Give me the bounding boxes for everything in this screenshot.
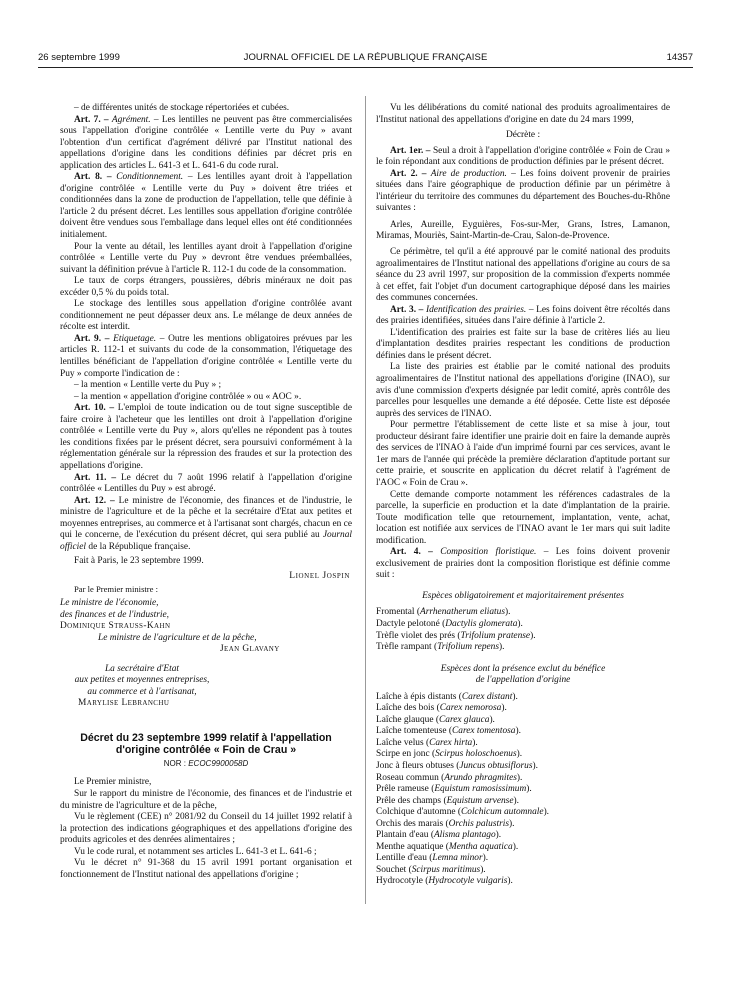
visa: Vu le code rural, et notamment ses articles L. 641-3 et L. 641-6 ; <box>74 846 317 857</box>
species-latin-name: Trifolium pratense <box>460 630 531 641</box>
species-latin-name: Alisma plantago <box>433 830 496 841</box>
species-common-name: Prêle des champs <box>376 795 442 806</box>
article-9-item: – la mention « Lentille verte du Puy » ; <box>74 380 222 391</box>
nor-reference: NOR : ECOC9900058D <box>163 758 249 768</box>
species-common-name: Colchique d'automne <box>376 807 456 818</box>
premier-ministre: Le Premier ministre, <box>74 777 152 788</box>
species-item: Laîche velus (Carex hirta). <box>376 737 478 748</box>
species-latin-name: Colchicum automnale <box>461 807 544 818</box>
species-common-name: Dactyle pelotoné <box>376 618 440 629</box>
paragraph-foreign-matter: Le taux de corps étrangers, poussières, débris minéraux ne doit pas excéder 0,5 % du poids total. <box>60 276 352 298</box>
signature-block-secretary <box>60 664 224 699</box>
excluded-species-title-line: de l'appellation d'origine <box>475 675 571 686</box>
species-common-name: Prêle rameuse <box>376 784 429 795</box>
species-common-name: Menthe aquatique <box>376 841 444 852</box>
mandatory-species-list <box>376 607 670 653</box>
header-title: JOURNAL OFFICIEL DE LA RÉPUBLIQUE FRANÇAISE <box>243 52 488 63</box>
species-item: Laîche à épis distants (Carex distant). <box>376 691 518 702</box>
article-10: Art. 10. – L'emploi de toute indication ou de tout signe susceptible de faire croire à l'acheteur que les lentilles ont droit à l'appellation d'origine contrôlée « Lentille verte du Puy », alors qu'elles ne répondent pas à toutes les conditions fixées par le présent décret, sera poursuivi conformément à la réglementation générale sur la répression des fraudes et sur la protection des appellations d'origine. <box>60 403 353 471</box>
species-item: Hydrocotyle (Hydrocotyle vulgaris). <box>376 876 513 887</box>
species-common-name: Laîche tomenteuse <box>376 726 447 737</box>
paragraph-identification: L'identification des prairies est faite sur la base de critères liés au lieu d'implantation desdites prairies respectant les conditions de production définies dans le présent décret. <box>376 327 670 361</box>
paragraph-storage: Le stockage des lentilles sous appellation d'origine contrôlée avant conditionnement ne peut dépasser deux ans. Le mélange de deux années de récolte est interdit. <box>60 299 352 333</box>
signature-title: La secrétaire d'Etat <box>104 663 180 674</box>
species-item: Plantain d'eau (Alisma plantago). <box>376 830 502 841</box>
species-common-name: Trèfle rampant <box>376 642 432 653</box>
species-item: Dactyle pelotoné (Dactylis glomerata). <box>376 618 523 629</box>
species-common-name: Souchet <box>376 864 407 875</box>
species-item: Jonc à fleurs obtuses (Juncus obtusiflorus). <box>376 760 538 771</box>
visa: Vu le règlement (CEE) n° 2081/92 du Conseil du 14 juillet 1992 relatif à la protection des indications géographiques et des appellations d'origine des produits agricoles et des denrées alimentaires ; <box>60 812 352 846</box>
excluded-species-list <box>376 692 670 888</box>
signature-prime-minister: Lionel Jospin <box>289 570 350 581</box>
species-item: Laîche tomenteuse (Carex tomentosa). <box>376 726 521 737</box>
species-latin-name: Mentha aquatica <box>448 841 513 852</box>
left-column <box>60 103 352 881</box>
paragraph-list: La liste des prairies est établie par le comité national des produits agroalimentaires de l'Institut national des appellations d'origine (INAO), sur avis d'une commission d'experts désignée par ledit comité, après contrôle des parcelles pour lesquelles une demande a été déposée. Cette liste est déposée auprès des services de l'INAO. <box>376 362 670 419</box>
visa: Vu le décret n° 91-368 du 15 avril 1991 portant organisation et fonctionnement de l'Institut national des appellations d'origine ; <box>60 858 352 880</box>
species-item: Laîche des bois (Carex nemorosa). <box>376 703 507 714</box>
paragraph-retail: Pour la vente au détail, les lentilles ayant droit à l'appellation d'origine contrôlée « Lentille verte du Puy » devront être vendues préemballées, suivant la définition prévue à l'article R. 112-1 du code de la consommation. <box>60 241 352 275</box>
species-latin-name: Arundo phragmites <box>444 772 517 783</box>
species-latin-name: Equistum ramosissimum <box>434 784 527 795</box>
header-rule <box>38 67 693 68</box>
header-page-number: 14357 <box>666 52 693 63</box>
species-common-name: Laîche velus <box>376 737 424 748</box>
species-common-name: Laîche des bois <box>376 703 435 714</box>
article-3: Art. 3. – Identification des prairies. – Les foins doivent être récoltés dans des prairies identifiées, situées dans l'aire définie à l'article 2. <box>376 304 671 327</box>
header-date: 26 septembre 1999 <box>38 52 120 63</box>
species-latin-name: Scirpus maritimus <box>411 864 481 875</box>
excluded-species-title <box>376 664 670 687</box>
species-latin-name: Carex hirta <box>429 737 473 748</box>
species-common-name: Trèfle violet des prés <box>376 630 456 641</box>
species-common-name: Jonc à fleurs obtuses <box>376 760 454 771</box>
species-latin-name: Juncus obtusiflorus <box>459 760 533 771</box>
species-item: Orchis des marais (Orchis palustris). <box>376 818 515 829</box>
species-common-name: Fromental <box>376 607 415 618</box>
species-latin-name: Equistum arvense <box>446 795 514 806</box>
decree-title: Décret du 23 septembre 1999 relatif à l'appellation d'origine contrôlée « Foin de Crau » <box>80 731 332 757</box>
species-item: Prêle des champs (Equistum arvense). <box>376 795 519 806</box>
species-common-name: Plantain d'eau <box>376 830 429 841</box>
species-common-name: Laîche glauque <box>376 714 434 725</box>
species-latin-name: Carex distant <box>461 691 513 702</box>
species-common-name: Scirpe en jonc <box>376 749 430 760</box>
signature-secretary-name: Marylise Lebranchu <box>78 698 170 709</box>
species-latin-name: Hydrocotyle vulgaris <box>428 876 508 887</box>
species-item: Colchique d'automne (Colchicum automnale). <box>376 807 550 818</box>
species-item: Souchet (Scirpus maritimus). <box>376 864 486 875</box>
species-item: Prêle rameuse (Equistum ramosissimum). <box>376 784 532 795</box>
species-item: Laîche glauque (Carex glauca). <box>376 714 495 725</box>
species-common-name: Laîche à épis distants <box>376 691 457 702</box>
article-8: Art. 8. – Conditionnement. – Les lentilles ayant droit à l'appellation d'origine contrôlée « Lentille verte du Puy » doivent être triées et conditionnées dans la zone de production de l'appellation, telle que définie à l'article 2 du présent décret. Les lentilles sous appellation d'origine contrôlée doivent être vendues sous l'emballage dans lequel elles ont été conditionnées initialement. <box>60 172 353 241</box>
excluded-species-title-line: Espèces dont la présence exclut du bénéfice <box>440 663 606 674</box>
intro-line: – de différentes unités de stockage répertoriées et cubées. <box>74 103 290 113</box>
species-latin-name: Orchis palustris <box>448 818 509 829</box>
article-1: Art. 1er. – Seul a droit à l'appellation d'origine contrôlée « Foin de Crau » le foin répondant aux conditions de production définies par le présent décret. <box>376 145 671 168</box>
signature-title: des finances et de l'industrie, <box>60 609 170 620</box>
species-latin-name: Arrhenatherum eliatus <box>420 607 505 618</box>
species-common-name: Hydrocotyle <box>376 876 423 887</box>
column-divider <box>365 96 366 904</box>
page-header <box>38 52 693 68</box>
article-12: Art. 12. – Le ministre de l'économie, des finances et de l'industrie, le ministre de l'agriculture et de la pêche et la secrétaire d'Etat aux petites et moyennes entreprises, au commerce et à l'artisanat sont chargés, chacun en ce qui le concerne, de l'exécution du présent décret, qui sera publié au Journal officiel de la République française. <box>60 495 353 552</box>
signature-agriculture-name: Jean Glavany <box>220 644 280 655</box>
species-latin-name: Carex tomentosa <box>452 726 516 737</box>
fait-a-paris: Fait à Paris, le 23 septembre 1999. <box>74 556 204 567</box>
paragraph-perimeter: Ce périmètre, tel qu'il a été approuvé par le comité national des produits agroalimentaires de l'Institut national des appellations d'origine au cours de sa séance du 23 avril 1997, sur proposition de la commission d'experts nommée à cet effet, fait l'objet d'un document cartographique déposé dans les mairies des communes concernées. <box>376 247 670 304</box>
right-column <box>376 103 670 888</box>
species-common-name: Orchis des marais <box>376 818 444 829</box>
visa: Vu les délibérations du comité national des produits agroalimentaires de l'Institut national des appellations d'origine en date du 24 mars 1999, <box>376 103 670 125</box>
species-common-name: Roseau commun <box>376 772 439 783</box>
species-item: Roseau commun (Arundo phragmites). <box>376 772 523 783</box>
communes-list: Arles, Aureille, Eyguières, Fos-sur-Mer, Grans, Istres, Lamanon, Miramas, Mouriès, Saint-Martin-de-Crau, Salon-de-Provence. <box>376 219 670 242</box>
signature-block-economy <box>60 598 352 621</box>
mandatory-species-title: Espèces obligatoirement et majoritairement présentes <box>422 590 624 601</box>
signature-title: au commerce et à l'artisanat, <box>87 686 197 697</box>
species-latin-name: Carex glauca <box>439 714 490 725</box>
species-item: Lentille d'eau (Lemna minor). <box>376 853 489 864</box>
article-9: Art. 9. – Etiquetage. – Outre les mentions obligatoires prévues par les articles R. 112-1 et suivants du code de la consommation, l'étiquetage des lentilles bénéficiant de l'appellation d'origine contrôlée « Lentille verte du Puy » comporte l'indication de : <box>60 333 353 379</box>
signature-block-agriculture: Le ministre de l'agriculture et de la pêche, <box>98 632 257 643</box>
signature-economy-name: Dominique Strauss-Kahn <box>60 621 171 632</box>
species-latin-name: Carex nemorosa <box>439 703 502 714</box>
article-9-item: – la mention « appellation d'origine contrôlée » ou « AOC ». <box>74 391 302 402</box>
paragraph-update: Pour permettre l'établissement de cette liste et sa mise à jour, tout producteur désirant faire identifier une prairie doit en faire la demande auprès des services de l'INAO à l'aide d'un imprimé fourni par ces services, avant le 1er mars de l'année qui précède la première déclaration d'aptitude portant sur cette prairie, et souscrite en application du décret relatif à l'agrément de l'AOC « Foin de Crau ». <box>376 420 670 488</box>
species-latin-name: Trifolium repens <box>437 642 500 653</box>
species-item: Scirpe en jonc (Scirpus holoschoenus). <box>376 749 523 760</box>
par-premier-ministre: Par le Premier ministre : <box>74 584 159 595</box>
decrete: Décrète : <box>505 130 541 141</box>
paragraph-request: Cette demande comporte notamment les références cadastrales de la parcelle, la superficie en production et la date d'implantation de la prairie. Toute modification telle que retournement, implantation, vente, achat, location est notifiée aux services de l'INAO avant le 1er mars qui suit ladite modification. <box>376 489 670 546</box>
species-item: Fromental (Arrhenatherum eliatus). <box>376 607 511 618</box>
species-item: Trèfle rampant (Trifolium repens). <box>376 642 505 653</box>
species-common-name: Lentille d'eau <box>376 853 427 864</box>
article-2: Art. 2. – Aire de production. – Les foins doivent provenir de prairies situées dans l'aire géographique de production définie par un périmètre à l'intérieur du territoire des communes du département des Bouches-du-Rhône suivantes : <box>376 168 671 214</box>
article-11: Art. 11. – Le décret du 7 août 1996 relatif à l'appellation d'origine contrôlée « Lentilles du Puy » est abrogé. <box>60 472 352 495</box>
article-4: Art. 4. – Composition floristique. – Les foins doivent provenir exclusivement de prairies dont la composition floristique est définie comme suit : <box>376 547 670 581</box>
visa: Sur le rapport du ministre de l'économie, des finances et de l'industrie et du ministre de l'agriculture et de la pêche, <box>60 788 352 811</box>
article-7: Art. 7. – Agrément. – Les lentilles ne peuvent pas être commercialisées sous l'appellation d'origine contrôlée « Lentille verte du Puy » avant l'obtention d'un certificat d'agrément délivré par l'Institut national des appellations d'origine dans les conditions définies par décret pris en application des articles L. 641-3 et L. 641-6 du code rural. <box>60 114 353 171</box>
signature-title: Le ministre de l'économie, <box>60 597 159 608</box>
species-item: Trèfle violet des prés (Trifolium pratense). <box>376 630 536 641</box>
species-latin-name: Lemna minor <box>432 853 483 864</box>
species-latin-name: Dactylis glomerata <box>445 618 518 629</box>
species-latin-name: Scirpus holoschoenus <box>435 749 517 760</box>
species-item: Menthe aquatique (Mentha aquatica). <box>376 841 519 852</box>
signature-title: aux petites et moyennes entreprises, <box>74 675 210 686</box>
